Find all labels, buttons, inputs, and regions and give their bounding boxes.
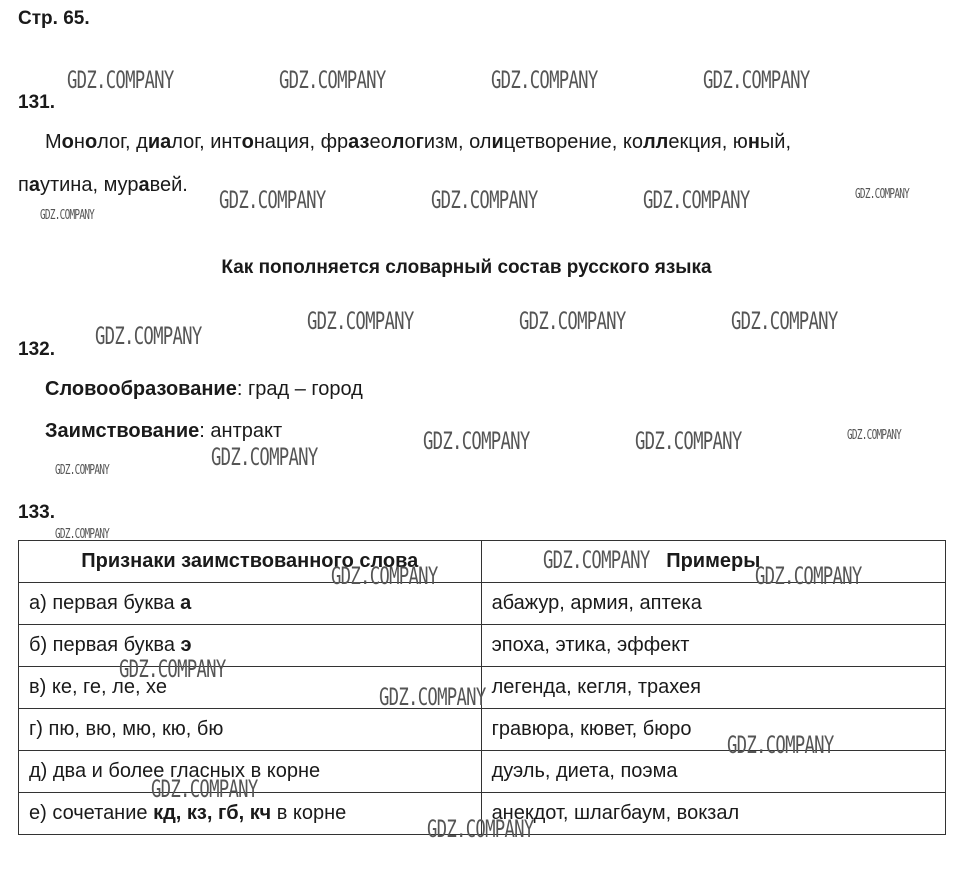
- text-segment: М: [45, 131, 62, 153]
- watermark-text: GDZ.COMPANY: [67, 66, 174, 94]
- text-segment: ый,: [759, 131, 792, 153]
- text-segment: о: [241, 131, 254, 153]
- text-segment: л: [391, 131, 405, 153]
- text-segment: нация, фр: [253, 131, 349, 153]
- text-segment: лл: [642, 131, 669, 153]
- watermark-text: GDZ.COMPANY: [755, 562, 862, 590]
- watermark-text: GDZ.COMPANY: [427, 815, 534, 843]
- text-segment: вей.: [149, 174, 188, 196]
- watermark-text: GDZ.COMPANY: [379, 683, 486, 711]
- watermark-text: GDZ.COMPANY: [95, 322, 202, 350]
- sign-segment: д) два и более гласных в корне: [29, 760, 321, 782]
- watermark-text: GDZ.COMPANY: [219, 186, 326, 214]
- watermark-text: GDZ.COMPANY: [519, 307, 626, 335]
- text-segment: и: [491, 131, 504, 153]
- text-segment: н: [73, 131, 85, 153]
- sign-segment: б) первая буква: [29, 634, 181, 656]
- watermark-text: GDZ.COMPANY: [491, 66, 598, 94]
- text-segment: а: [28, 174, 40, 196]
- text-segment: ео: [369, 131, 392, 153]
- text-segment: о: [61, 131, 74, 153]
- column-header-examples: Примеры: [481, 541, 945, 583]
- watermark-text: GDZ.COMPANY: [331, 562, 438, 590]
- text-segment: изм, ол: [423, 131, 492, 153]
- sign-segment: г) пю, вю, мю, кю, бю: [29, 718, 224, 740]
- examples-cell: гравюра, кювет, бюро: [481, 709, 945, 751]
- watermark-text: GDZ.COMPANY: [119, 655, 226, 683]
- examples-cell: анекдот, шлагбаум, вокзал: [481, 793, 945, 835]
- sign-segment: в) ке, ге, ле, хе: [29, 676, 167, 698]
- examples-cell: легенда, кегля, трахея: [481, 667, 945, 709]
- borrowing-line: [45, 420, 282, 443]
- watermark-text: GDZ.COMPANY: [703, 66, 810, 94]
- watermark-text: GDZ.COMPANY: [727, 731, 834, 759]
- watermark-text: GDZ.COMPANY: [279, 66, 386, 94]
- sign-segment: в корне: [271, 802, 347, 824]
- watermark-text: GDZ.COMPANY: [731, 307, 838, 335]
- sign-cell: [19, 625, 482, 667]
- word-formation-line: [45, 378, 363, 401]
- text-segment: н: [747, 131, 760, 153]
- exercise-131-line-1: [45, 131, 791, 154]
- watermark-text: GDZ.COMPANY: [543, 546, 650, 574]
- watermark-text: GDZ.COMPANY: [55, 527, 110, 542]
- text-segment: цетворение, ко: [503, 131, 643, 153]
- watermark-text: GDZ.COMPANY: [40, 208, 95, 223]
- exercise-132-number: 132.: [18, 339, 55, 360]
- exercise-133-number: 133.: [18, 502, 55, 523]
- sign-segment: э: [180, 634, 192, 656]
- text-segment: п: [18, 174, 29, 196]
- watermark-text: GDZ.COMPANY: [423, 427, 530, 455]
- text-segment: лог, д: [97, 131, 148, 153]
- column-header-signs: Признаки заимствованного слова: [19, 541, 482, 583]
- text-segment: екция, ю: [668, 131, 748, 153]
- borrowing-example: : антракт: [199, 420, 283, 442]
- watermark-text: GDZ.COMPANY: [855, 187, 910, 202]
- text-segment: аз: [348, 131, 370, 153]
- sign-segment: е) сочетание: [29, 802, 154, 824]
- examples-cell: дуэль, диета, поэма: [481, 751, 945, 793]
- exercise-131-line-2: [18, 174, 188, 197]
- examples-cell: абажур, армия, аптека: [481, 583, 945, 625]
- text-segment: г: [415, 131, 424, 153]
- watermark-text: GDZ.COMPANY: [151, 775, 258, 803]
- text-segment: лог, инт: [171, 131, 242, 153]
- watermark-text: GDZ.COMPANY: [431, 186, 538, 214]
- exercise-131-number: 131.: [18, 92, 55, 113]
- sign-cell: [19, 709, 482, 751]
- text-segment: а: [138, 174, 150, 196]
- watermark-text: GDZ.COMPANY: [635, 427, 742, 455]
- watermark-text: GDZ.COMPANY: [211, 443, 318, 471]
- watermark-text: GDZ.COMPANY: [847, 428, 902, 443]
- sign-segment: а) первая буква: [29, 592, 181, 614]
- section-title: Как пополняется словарный состав русского языка: [221, 257, 712, 278]
- text-segment: о: [404, 131, 416, 153]
- word-formation-label: Словообразование: [45, 378, 237, 400]
- borrowing-label: Заимствование: [45, 420, 200, 442]
- examples-cell: эпоха, этика, эффект: [481, 625, 945, 667]
- watermark-text: GDZ.COMPANY: [55, 463, 110, 478]
- watermark-text: GDZ.COMPANY: [643, 186, 750, 214]
- page-number: Стр. 65.: [18, 8, 90, 29]
- sign-segment: а: [180, 592, 192, 614]
- text-segment: о: [84, 131, 98, 153]
- word-formation-example: : град – город: [236, 378, 363, 400]
- sign-segment: кд, кз, гб, кч: [153, 802, 272, 824]
- text-segment: утина, мур: [39, 174, 139, 196]
- text-segment: иа: [147, 131, 172, 153]
- watermark-text: GDZ.COMPANY: [307, 307, 414, 335]
